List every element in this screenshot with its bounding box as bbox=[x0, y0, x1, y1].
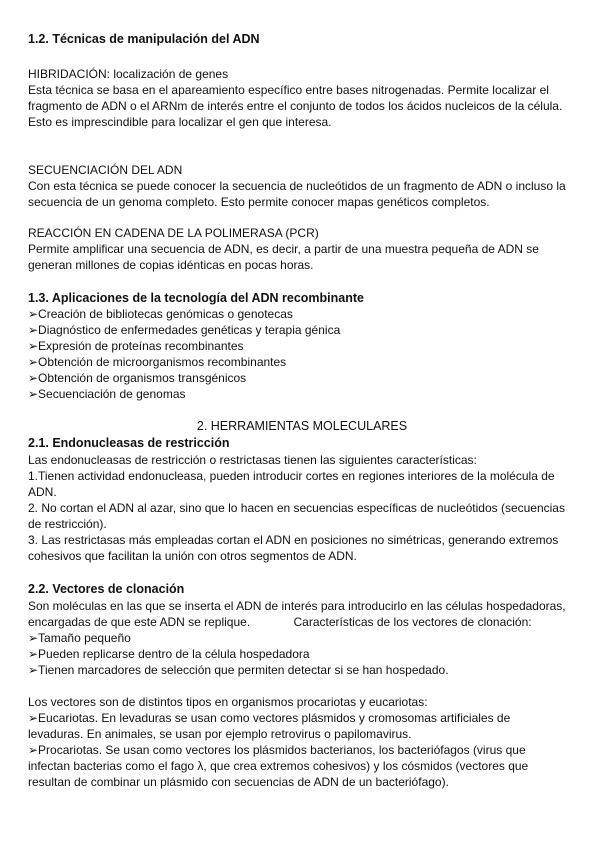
list-item: ➢Obtención de organismos transgénicos bbox=[28, 371, 247, 385]
pcr-title: REACCIÓN EN CADENA DE LA POLIMERASA (PCR) bbox=[28, 226, 319, 240]
list-item: ➢Tamaño pequeño bbox=[28, 631, 131, 645]
secuenciacion-title: SECUENCIACIÓN DEL ADN bbox=[28, 163, 183, 177]
paragraph-line: 3. Las restrictasas más empleadas cortan el ADN en posiciones no simétricas, generando extremos bbox=[28, 533, 559, 547]
list-item: ➢Pueden replicarse dentro de la célula hospedadora bbox=[28, 647, 310, 661]
paragraph-line: Los vectores son de distintos tipos en organismos procariotas y eucariotas: bbox=[28, 695, 428, 709]
paragraph-line: 2. No cortan el ADN al azar, sino que lo hacen en secuencias específicas de nucleótidos (secuencias bbox=[28, 501, 565, 515]
pcr-line: generan millones de copias idénticas en pocas horas. bbox=[28, 258, 314, 272]
paragraph-line: Las endonucleasas de restricción o restrictasas tienen las siguientes características: bbox=[28, 453, 477, 467]
hibridacion-title: HIBRIDACIÓN: localización de genes bbox=[28, 67, 229, 81]
secuenciacion-line: Con esta técnica se puede conocer la secuencia de nucleótidos de un fragmento de ADN o incluso la bbox=[28, 179, 566, 193]
section-2-heading: 2. HERRAMIENTAS MOLECULARES bbox=[196, 419, 408, 433]
list-item: ➢Secuenciación de genomas bbox=[28, 387, 186, 401]
section-1-2-heading: 1.2. Técnicas de manipulación del ADN bbox=[28, 32, 260, 46]
pcr-line: Permite amplificar una secuencia de ADN, es decir, a partir de una muestra pequeña de ADN se bbox=[28, 242, 539, 256]
list-item: ➢Expresión de proteínas recombinantes bbox=[28, 339, 244, 353]
hibridacion-line: Esto es imprescindible para localizar el gen que interesa. bbox=[28, 115, 332, 129]
list-item: ➢Creación de bibliotecas genómicas o genotecas bbox=[28, 307, 293, 321]
paragraph-line: de restricción). bbox=[28, 517, 107, 531]
paragraph-line: cohesivos que facilitan la unión con otros segmentos de ADN. bbox=[28, 549, 357, 563]
paragraph-line: infectan bacterias como el fago λ, que crea extremos cohesivos) y los cósmidos (vectores que bbox=[28, 759, 529, 773]
list-item: ➢Tienen marcadores de selección que permiten detectar si se han hospedado. bbox=[28, 663, 449, 677]
list-item: ➢Diagnóstico de enfermedades genéticas y terapia génica bbox=[28, 323, 341, 337]
section-2-2-heading: 2.2. Vectores de clonación bbox=[28, 582, 185, 596]
section-2-1-heading: 2.1. Endonucleasas de restricción bbox=[28, 436, 230, 450]
list-item: ➢Eucariotas. En levaduras se usan como vectores plásmidos y cromosomas artificiales de bbox=[28, 711, 511, 725]
section-1-3-heading: 1.3. Aplicaciones de la tecnología del ADN recombinante bbox=[28, 291, 364, 305]
paragraph-line: resultan de combinar un plásmido con secuencias de ADN de un bacteriófago). bbox=[28, 775, 449, 789]
paragraph-line: ADN. bbox=[28, 485, 57, 499]
hibridacion-line: Esta técnica se basa en el apareamiento específico entre bases nitrogenadas. Permite localizar el bbox=[28, 83, 549, 97]
paragraph-line: levaduras. En animales, se usan por ejemplo retrovirus o papilomavirus. bbox=[28, 727, 412, 741]
secuenciacion-line: secuencia de un genoma completo. Esto permite conocer mapas genéticos completos. bbox=[28, 195, 490, 209]
list-item: ➢Procariotas. Se usan como vectores los plásmidos bacterianos, los bacteriófagos (virus que bbox=[28, 743, 526, 757]
hibridacion-line: fragmento de ADN o el ARNm de interés entre el conjunto de todos los ácidos nucleicos de la célula. bbox=[28, 99, 563, 113]
paragraph-line: encargadas de que este ADN se replique. Características de los vectores de clonación: bbox=[28, 615, 532, 629]
paragraph-line: Son moléculas en las que se inserta el ADN de interés para introducirlo en las células hospedadoras, bbox=[28, 599, 566, 613]
paragraph-line: 1.Tienen actividad endonucleasa, pueden introducir cortes en regiones interiores de la molécula de bbox=[28, 469, 555, 483]
list-item: ➢Obtención de microorganismos recombinantes bbox=[28, 355, 287, 369]
